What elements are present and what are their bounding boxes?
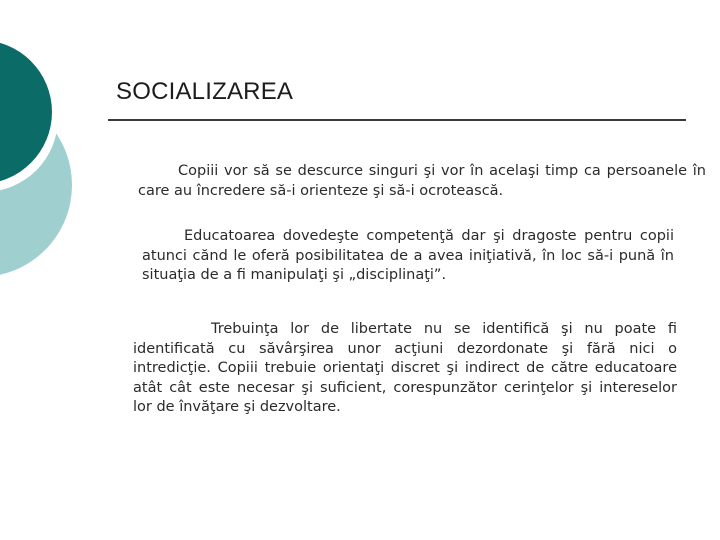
decorative-teal-circles: [0, 0, 80, 290]
paragraph-2: Educatoarea dovedeşte competenţă dar şi dragoste pentru copii atunci cănd le oferă posibilitatea de a avea iniţiativă, în loc să-i pună în situaţia de a fi manipulaţi şi „disciplinaţi”.: [142, 228, 674, 283]
paragraph-1: Copiii vor să se descurce singuri şi vor în acelaşi timp ca persoanele în care au încredere să-i orienteze şi să-i ocrotească.: [138, 163, 706, 199]
paragraph-3: Trebuinţa lor de libertate nu se identifică şi nu poate fi identificată cu săvârşirea unor acţiuni dezordonate şi fără nici o intredicţie. Copiii trebuie orientaţi discret şi indirect de către educatoare atât cât este necesar şi suficient, corespunzător cerinţelor şi intereselor lor de învăţare şi dezvoltare.: [133, 321, 677, 415]
title-divider: [108, 119, 686, 121]
slide-title: SOCIALIZAREA: [116, 78, 294, 105]
